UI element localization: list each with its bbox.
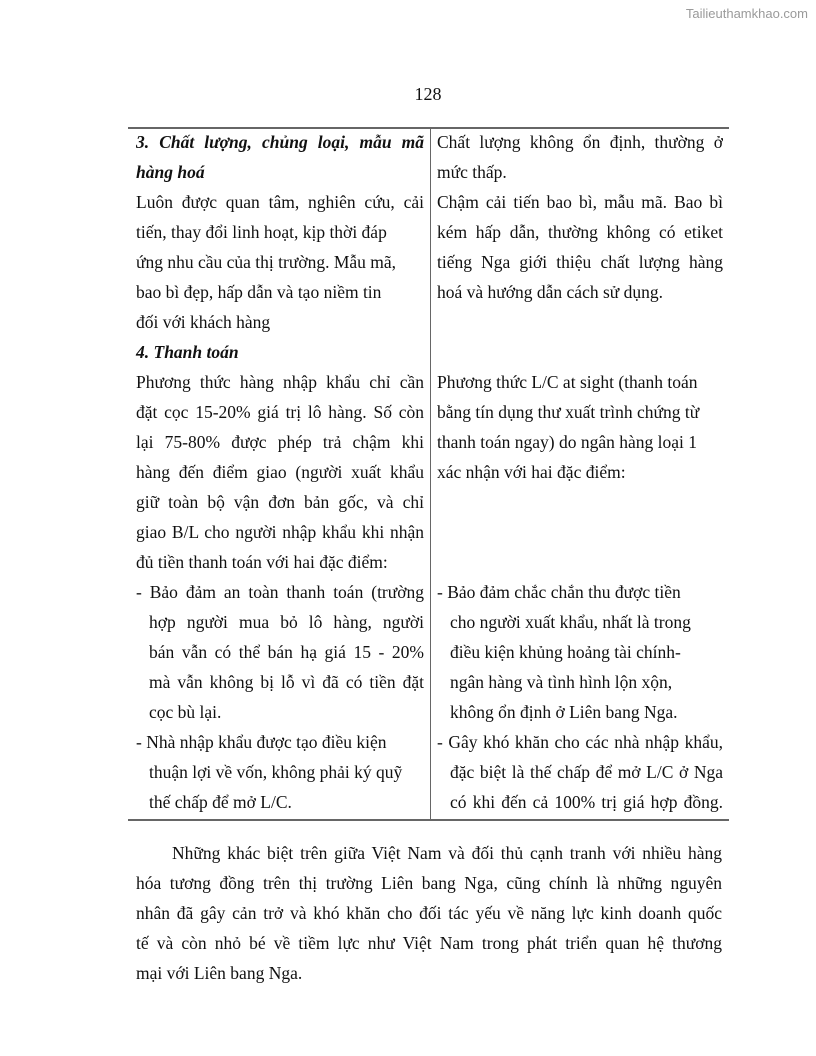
right-cell-line: Chậm cải tiến bao bì, mẫu mã. Bao bì — [437, 192, 723, 212]
left-cell-line: lại 75-80% được phép trả chậm khi — [136, 432, 424, 452]
paragraph-line: hóa tương đồng trên thị trường Liên bang Nga, cũng chính là những nguyên — [136, 873, 722, 893]
right-cell-line: điều kiện khủng hoảng tài chính- — [450, 642, 681, 662]
left-cell-line: giữ toàn bộ vận đơn bản gốc, và chỉ — [136, 492, 424, 512]
left-cell-line: 3. Chất lượng, chủng loại, mẫu mã — [136, 132, 424, 152]
right-cell-line: Chất lượng không ổn định, thường ở — [437, 132, 723, 152]
left-cell-line: hàng hoá — [136, 162, 205, 182]
left-cell-line: hợp người mua bỏ lô hàng, người — [149, 612, 424, 632]
right-cell-line: - Bảo đảm chắc chắn thu được tiền — [437, 582, 681, 602]
right-cell-line: thanh toán ngay) do ngân hàng loại 1 — [437, 432, 698, 452]
left-cell-line: đối với khách hàng — [136, 312, 271, 332]
left-cell-line: cọc bù lại. — [149, 702, 222, 722]
right-cell-line: tiếng Nga giới thiệu chất lượng hàng — [437, 252, 723, 272]
right-cell-line: hoá và hướng dẫn cách sử dụng. — [437, 282, 664, 302]
page-number: 128 — [414, 84, 442, 104]
left-cell-line: ứng nhu cầu của thị trường. Mẫu mã, — [136, 252, 397, 272]
right-cell-line: - Gây khó khăn cho các nhà nhập khẩu, — [437, 732, 723, 752]
left-cell-line: Phương thức hàng nhập khẩu chỉ cần — [136, 372, 424, 392]
right-cell-line: không ổn định ở Liên bang Nga. — [450, 702, 678, 722]
paragraph-line: mại với Liên bang Nga. — [136, 963, 303, 983]
left-cell-line: thế chấp để mở L/C. — [149, 792, 292, 812]
left-cell-line: hàng đến điểm giao (người xuất khẩu — [136, 462, 424, 482]
left-cell-line: mà vẫn không bị lỗ vì đã có tiền đặt — [149, 672, 424, 692]
left-cell-line: đủ tiền thanh toán với hai đặc điểm: — [136, 552, 388, 572]
left-cell-line: đặt cọc 15-20% giá trị lô hàng. Số còn — [136, 402, 424, 422]
paragraph-line: nhân đã gây cản trở và khó khăn cho đối tác yếu về năng lực kinh doanh quốc — [136, 903, 722, 923]
right-cell-line: Phương thức L/C at sight (thanh toán — [437, 372, 698, 392]
left-cell-line: 4. Thanh toán — [136, 342, 239, 362]
paragraph-line: Những khác biệt trên giữa Việt Nam và đối thủ cạnh tranh với nhiều hàng — [172, 843, 722, 863]
right-cell-line: ngân hàng và tình hình lộn xộn, — [450, 672, 673, 692]
right-cell-line: kém hấp dẫn, thường không có etiket — [437, 222, 723, 242]
left-cell-line: thuận lợi về vốn, không phải ký quỹ — [149, 762, 403, 782]
right-cell-line: xác nhận với hai đặc điểm: — [437, 462, 626, 482]
right-cell-line: có khi đến cả 100% trị giá hợp đồng. — [450, 792, 723, 812]
watermark: Tailieuthamkhao.com — [685, 6, 808, 21]
right-cell-line: bằng tín dụng thư xuất trình chứng từ — [437, 402, 700, 422]
left-cell-line: Luôn được quan tâm, nghiên cứu, cải — [136, 192, 424, 212]
right-cell-line: cho người xuất khẩu, nhất là trong — [450, 612, 691, 632]
table-bottom-border — [128, 819, 729, 821]
left-cell-line: giao B/L cho người nhập khẩu khi nhận — [136, 522, 424, 542]
right-cell-line: đặc biệt là thế chấp để mở L/C ở Nga — [450, 762, 723, 782]
left-cell-line: - Nhà nhập khẩu được tạo điều kiện — [136, 732, 387, 752]
paragraph-line: tế và còn nhỏ bé về tiềm lực như Việt Nam trong phát triển quan hệ thương — [136, 933, 722, 953]
left-cell-line: tiến, thay đổi linh hoạt, kịp thời đáp — [136, 222, 387, 242]
table-column-divider — [430, 128, 431, 820]
left-cell-line: - Bảo đảm an toàn thanh toán (trường — [136, 582, 424, 602]
left-cell-line: bán vẫn có thể bán hạ giá 15 - 20% — [149, 642, 424, 662]
left-cell-line: bao bì đẹp, hấp dẫn và tạo niềm tin — [136, 282, 382, 302]
right-cell-line: mức thấp. — [437, 162, 507, 182]
